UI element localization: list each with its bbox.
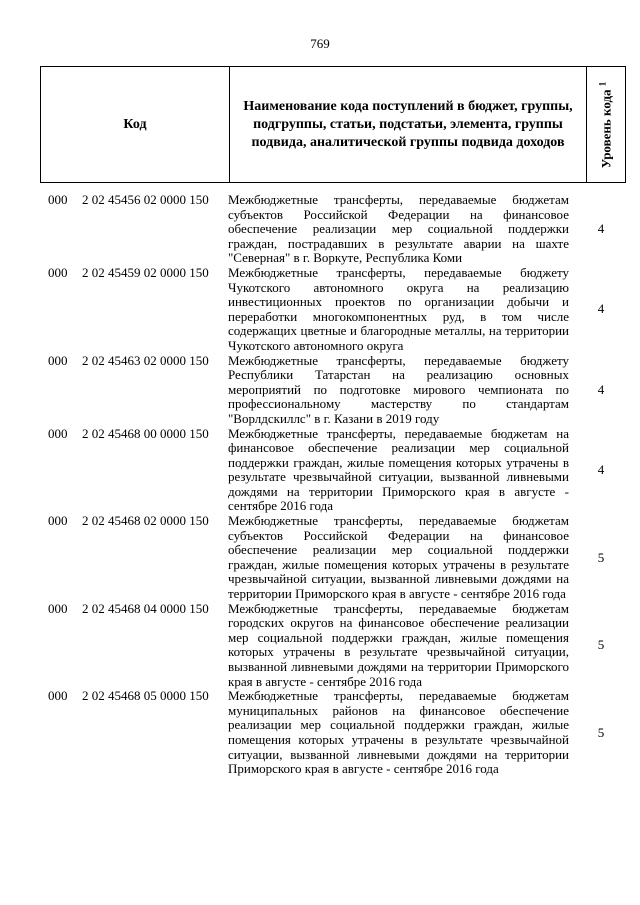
row-name: Межбюджетные трансферты, передаваемые бюджету Республики Татарстан на реализацию основных мероприятий по подготовке мирового чемпионата по профессиональному мастерству по стандартам "Ворлдскиллс" в г. Казани в 2019 году [228,352,569,426]
row-admin-code: 000 [48,688,68,704]
row-level: 4 [597,461,605,477]
row-level: 4 [597,221,605,237]
row-code: 2 02 45459 02 0000 150 [82,264,209,280]
row-code: 2 02 45468 00 0000 150 [82,425,209,441]
row-name: Межбюджетные трансферты, передаваемые бюджетам на финансовое обеспечение реализации мер социальной поддержки граждан, жилые помещения которых утрачены в результате чрезвычайной ситуации, вызванной ливневыми дождями на территории Приморского края в августе - сентябре 2016 года [228,425,569,514]
table-row [0,689,640,777]
row-code: 2 02 45456 02 0000 150 [82,192,209,207]
row-name: Межбюджетные трансферты, передаваемые бюджетам городских округов на финансовое обеспечение реализации мер социальной поддержки граждан, жилые помещения которых утрачены в результате чрезвычайной ситуации, вызванной ливневыми дождями на территории Приморского края в августе - сентябре 2016 года [228,600,569,689]
row-name: Межбюджетные трансферты, передаваемые бюджету Чукотского автономного округа на реализацию инвестиционных проектов по организации добычи и переработки многокомпонентных руд, в том числе содержащих цветные и благородные металлы, на территории Чукотского автономного округа [228,264,569,353]
row-admin-code: 000 [48,192,68,207]
row-name: Межбюджетные трансферты, передаваемые бюджетам субъектов Российской Федерации на финансовое обеспечение реализации мер социальной поддержки граждан, жилые помещения которых утрачены в результате чрезвычайной ситуации, вызванной ливневыми дождями на территории Приморского края в августе - сентябре 2016 года [228,513,569,602]
row-admin-code: 000 [48,600,68,616]
row-level: 5 [597,637,605,653]
row-code: 2 02 45468 04 0000 150 [82,600,209,616]
row-code: 2 02 45468 02 0000 150 [82,513,209,529]
header-level-text: Уровень кода [598,88,614,168]
header-code: Код [41,67,230,183]
table-row [0,266,640,354]
header-level-cell [587,67,626,183]
row-level: 5 [597,724,605,740]
row-name: Межбюджетные трансферты, передаваемые бюджетам муниципальных районов на финансовое обеспечение реализации мер социальной поддержки граждан, жилые помещения которых утрачены в результате чрезвычайной ситуации, вызванной ливневыми дождями на территории Приморского края в августе - сентябре 2016 года [228,688,569,777]
row-admin-code: 000 [48,352,68,368]
table-body [0,193,640,777]
table-row [0,514,640,602]
table-row [0,427,640,515]
row-code: 2 02 45468 05 0000 150 [82,688,209,704]
row-admin-code: 000 [48,425,68,441]
header-name: Наименование кода поступлений в бюджет, группы, подгруппы, статьи, подстатьи, элемента, группы подвида, аналитической группы подвида доходов [230,67,587,183]
row-code: 2 02 45463 02 0000 150 [82,352,209,368]
table-header [40,66,626,183]
table-row [0,354,640,427]
page-number: 769 [310,36,330,51]
row-level: 4 [597,301,605,317]
table-row [0,602,640,690]
header-level [597,81,614,168]
row-level: 4 [597,381,605,397]
row-admin-code: 000 [48,513,68,529]
header-level-footnote: 1 [597,81,608,86]
table-row [0,193,640,266]
row-admin-code: 000 [48,264,68,280]
row-level: 5 [597,549,605,565]
row-name: Межбюджетные трансферты, передаваемые бюджетам субъектов Российской Федерации на финансовое обеспечение реализации мер социальной поддержки граждан, пострадавших в результате аварии на шахте "Северная" в г. Воркуте, Республика Коми [228,192,569,266]
